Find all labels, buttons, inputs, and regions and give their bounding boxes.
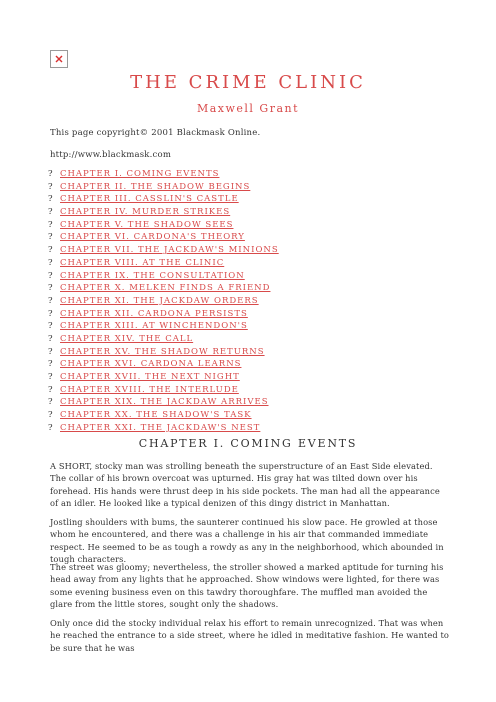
toc-link-chapter-17[interactable]: CHAPTER XVII. THE NEXT NIGHT [60, 372, 240, 382]
toc-item [48, 257, 279, 270]
source-url: http://www.blackmask.com [50, 150, 172, 160]
toc-bullet: ? [48, 194, 53, 205]
toc-link-chapter-18[interactable]: CHAPTER XVIII. THE INTERLUDE [60, 384, 239, 395]
toc-bullet: ? [48, 321, 53, 332]
toc-item [48, 168, 279, 181]
toc-link-chapter-12[interactable]: CHAPTER XII. CARDONA PERSISTS [60, 308, 248, 319]
toc-bullet: ? [48, 410, 53, 421]
toc-bullet: ? [48, 422, 53, 433]
toc-link-chapter-14[interactable]: CHAPTER XIV. THE CALL [60, 333, 194, 344]
toc-bullet: ? [48, 384, 53, 395]
toc-bullet: ? [48, 333, 53, 344]
toc-bullet: ? [48, 181, 53, 192]
copyright-notice: This page copyright© 2001 Blackmask Online. [50, 128, 261, 138]
toc-bullet: ? [48, 232, 53, 243]
toc-link-chapter-11[interactable]: CHAPTER XI. THE JACKDAW ORDERS [60, 295, 259, 306]
toc-link-chapter-13[interactable]: CHAPTER XIII. AT WINCHENDON'S [60, 321, 248, 332]
toc-bullet: ? [48, 308, 53, 319]
toc-link-chapter-4[interactable]: CHAPTER IV. MURDER STRIKES [60, 207, 231, 218]
book-title: THE CRIME CLINIC [130, 72, 366, 93]
toc-bullet: ? [48, 359, 53, 370]
body-paragraph: Jostling shoulders with bums, the saunterer continued his slow pace. He growled at those whom he encountered, and there was a challenge in his air that commanded immediate respect. He seemed to be as tough a rowdy as any in the neighborhood, which abounded in tough characters. [50, 517, 444, 565]
toc-bullet: ? [48, 397, 53, 408]
toc-link-chapter-5[interactable]: CHAPTER V. THE SHADOW SEES [60, 219, 234, 230]
body-paragraph: Only once did the stocky individual relax his effort to remain unrecognized. That was when he reached the entrance to a side street, where he idled in meditative fashion. He wanted to be sure that he was [50, 618, 450, 653]
toc-bullet: ? [48, 207, 53, 218]
toc-bullet: ? [48, 169, 53, 179]
toc-item [48, 422, 279, 435]
toc-link-chapter-2[interactable]: CHAPTER II. THE SHADOW BEGINS [60, 181, 251, 192]
toc-item [48, 346, 279, 359]
toc-item [48, 409, 279, 422]
toc-item [48, 358, 279, 371]
toc-bullet: ? [48, 219, 53, 230]
toc-bullet: ? [48, 346, 53, 357]
chapter-heading: CHAPTER I. COMING EVENTS [138, 437, 358, 450]
toc-item [48, 231, 279, 244]
toc-link-chapter-7[interactable]: CHAPTER VII. THE JACKDAW'S MINIONS [60, 245, 279, 256]
broken-image-icon [50, 50, 68, 68]
toc-item [48, 270, 279, 283]
toc-bullet: ? [48, 270, 53, 281]
toc-item [48, 333, 279, 346]
body-paragraph: A SHORT, stocky man was strolling beneath the superstructure of an East Side elevated. The collar of his brown overcoat was upturned. His gray hat was tilted down over his forehead. His hands were thrust deep in his side pockets. The man had all the appearance of an idler. He looked like a typical denizen of this dingy district in Manhattan. [50, 461, 440, 509]
toc-item [48, 282, 279, 295]
toc-link-chapter-1[interactable]: CHAPTER I. COMING EVENTS [60, 169, 220, 179]
body-paragraph: The street was gloomy; nevertheless, the stroller showed a marked aptitude for turning his head away from any lights that he approached. Show windows were lighted, for there was some evening business even on this tawdry thoroughfare. The muffled man avoided the glare from the little stores, sought only the shadows. [50, 562, 444, 610]
toc-item [48, 384, 279, 397]
toc-link-chapter-15[interactable]: CHAPTER XV. THE SHADOW RETURNS [60, 346, 265, 357]
toc-bullet: ? [48, 372, 53, 382]
toc-link-chapter-9[interactable]: CHAPTER IX. THE CONSULTATION [60, 270, 245, 281]
toc-item [48, 193, 279, 206]
toc-bullet: ? [48, 245, 53, 256]
toc-link-chapter-10[interactable]: CHAPTER X. MELKEN FINDS A FRIEND [60, 283, 271, 294]
toc-bullet: ? [48, 257, 53, 268]
toc-item [48, 206, 279, 219]
toc-bullet: ? [48, 283, 53, 294]
table-of-contents [48, 168, 279, 434]
toc-bullet: ? [48, 295, 53, 306]
toc-item [48, 371, 279, 384]
toc-item [48, 181, 279, 194]
toc-link-chapter-6[interactable]: CHAPTER VI. CARDONA'S THEORY [60, 232, 245, 243]
toc-item [48, 320, 279, 333]
toc-item [48, 219, 279, 232]
toc-link-chapter-19[interactable]: CHAPTER XIX. THE JACKDAW ARRIVES [60, 397, 269, 408]
toc-item [48, 396, 279, 409]
toc-link-chapter-21[interactable]: CHAPTER XXI. THE JACKDAW'S NEST [60, 422, 261, 433]
book-author: Maxwell Grant [196, 102, 300, 115]
toc-item [48, 295, 279, 308]
toc-item [48, 244, 279, 257]
toc-item [48, 308, 279, 321]
toc-link-chapter-20[interactable]: CHAPTER XX. THE SHADOW'S TASK [60, 410, 252, 421]
toc-link-chapter-8[interactable]: CHAPTER VIII. AT THE CLINIC [60, 257, 225, 268]
toc-link-chapter-3[interactable]: CHAPTER III. CASSLIN'S CASTLE [60, 194, 239, 205]
toc-link-chapter-16[interactable]: CHAPTER XVI. CARDONA LEARNS [60, 359, 242, 370]
